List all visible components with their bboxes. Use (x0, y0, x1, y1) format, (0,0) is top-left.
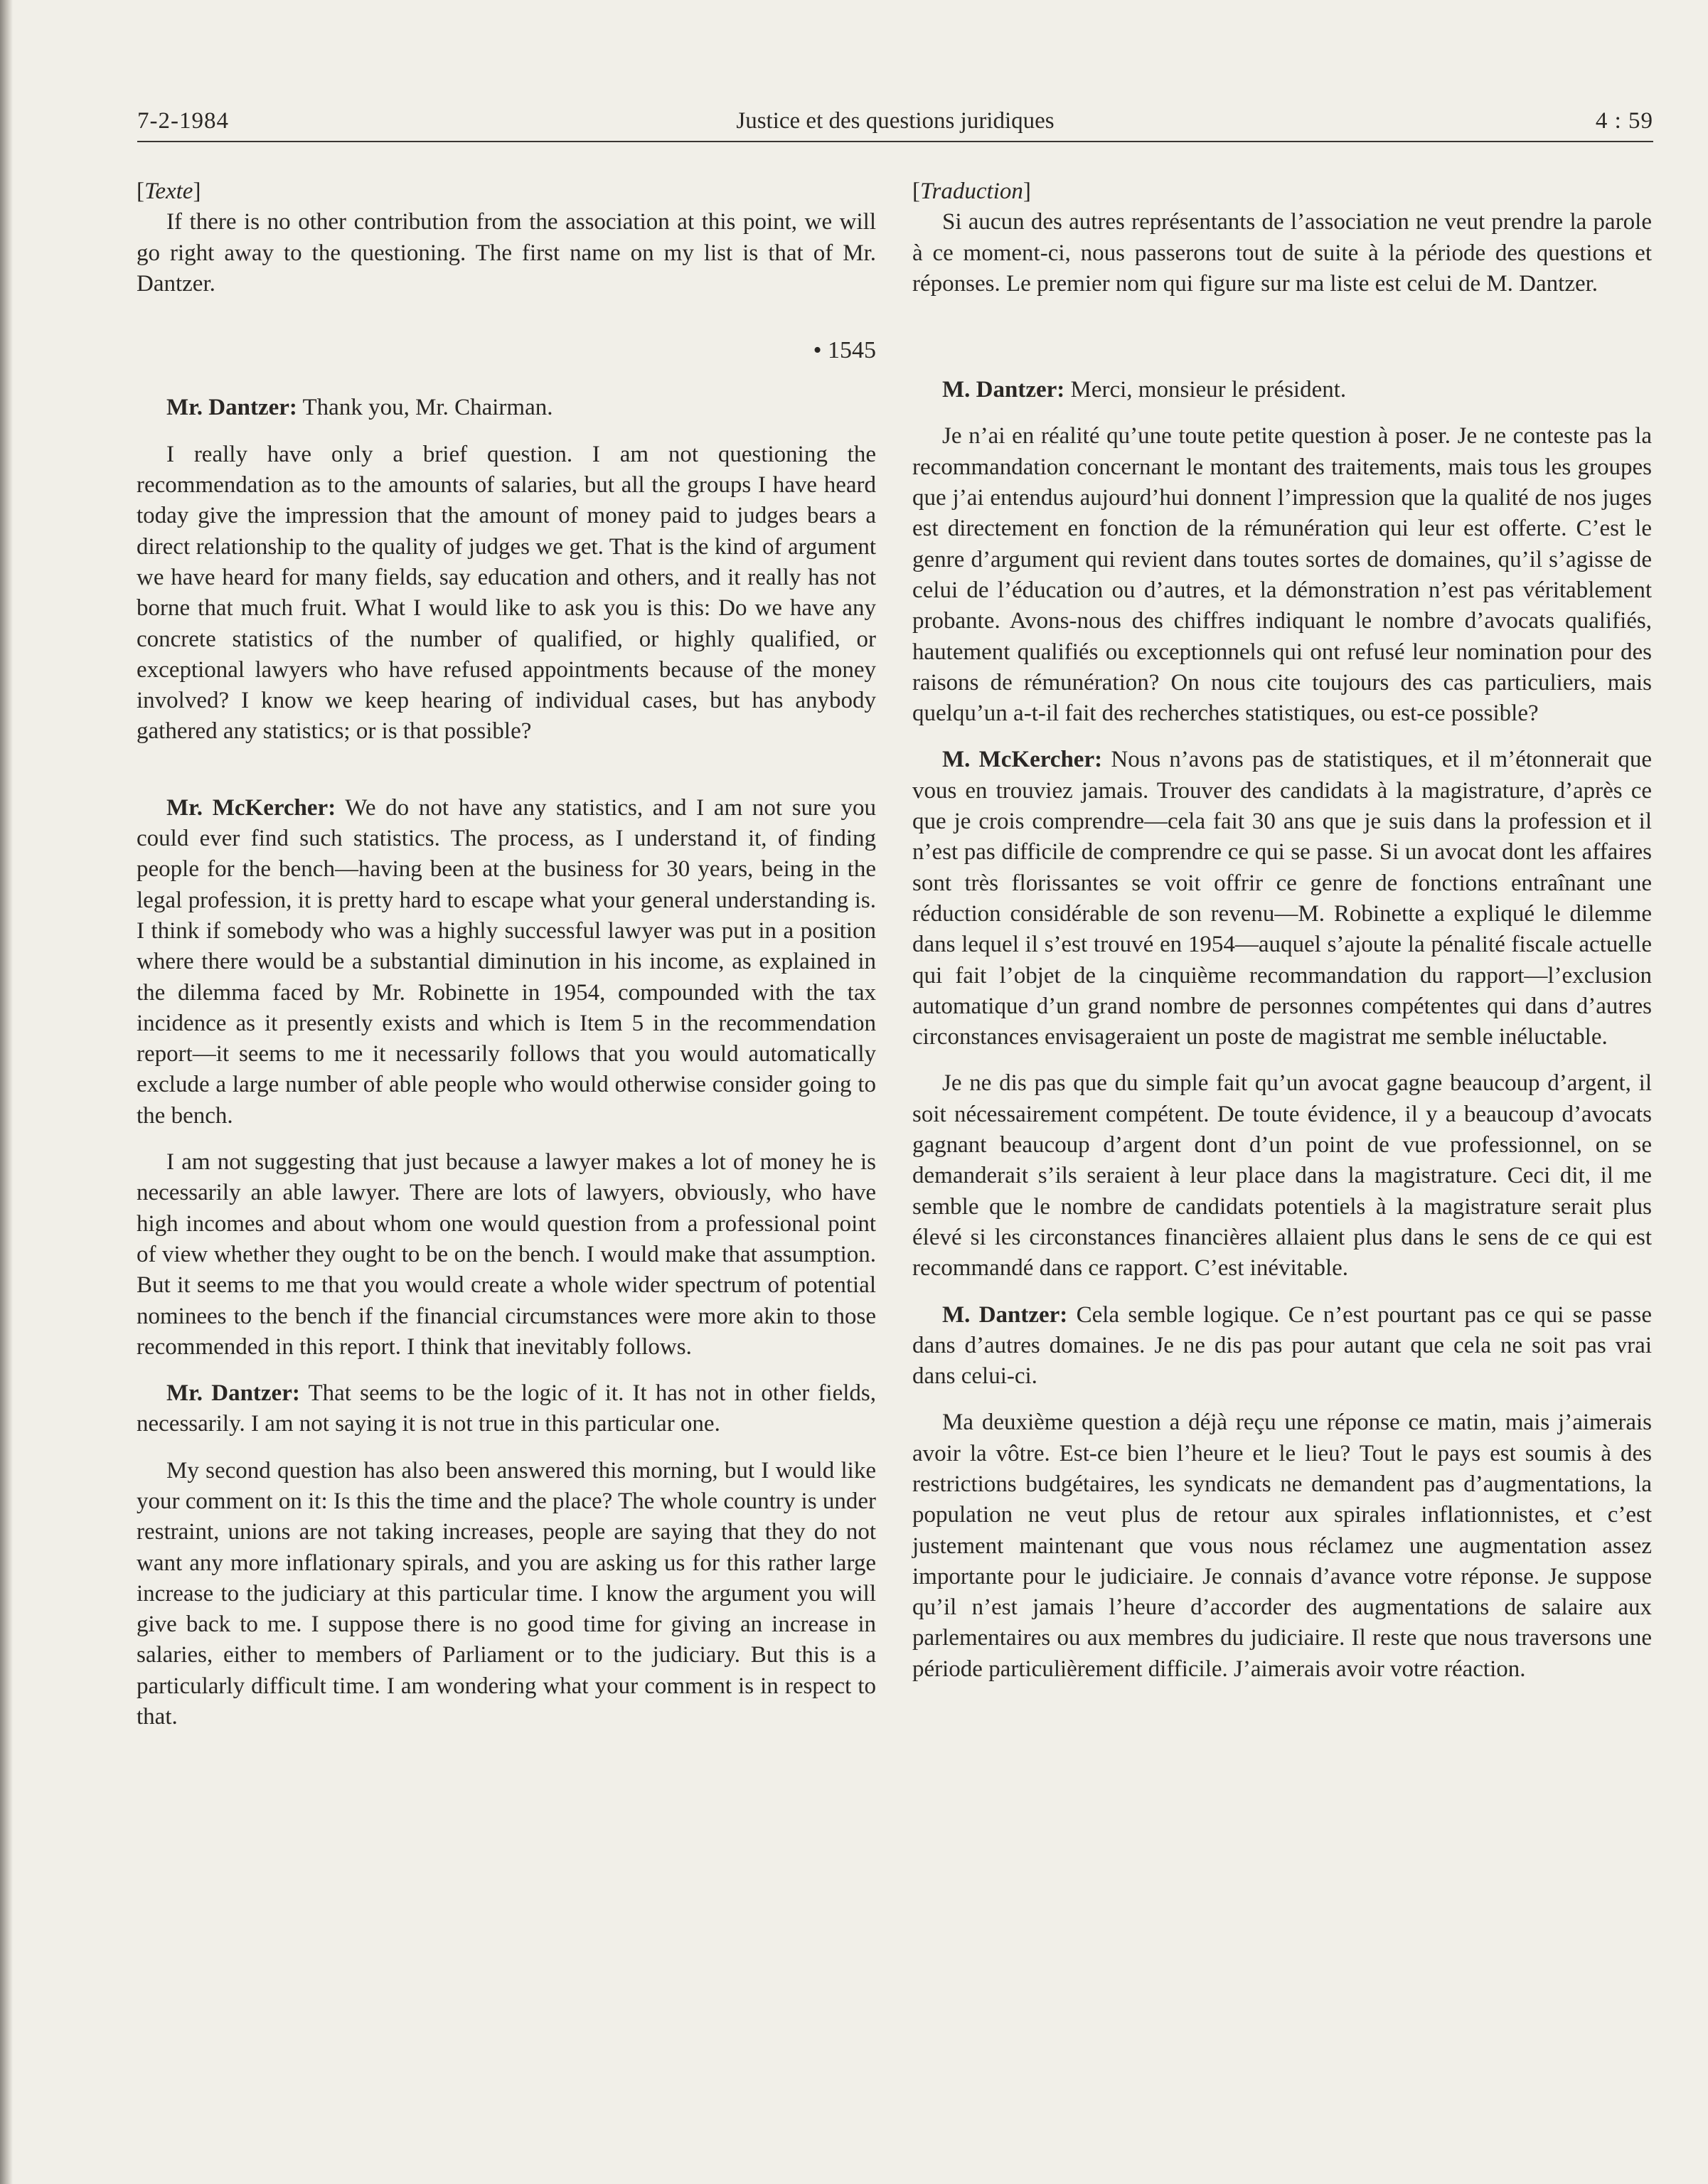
header-date: 7-2-1984 (137, 108, 229, 134)
header-page-number: 4 : 59 (1595, 108, 1653, 134)
speech-text: We do not have any statistics, and I am not sure you could ever find such statistics. The process, as I understand it, of finding people for the bench—having been at the business for 30 years, being in the legal profession, it is pretty hard to escape what your general understanding is. I think if somebody who was a highly successful lawyer was put in a position where there would be a substantial diminution in his income, as explained in the dilemma faced by Mr. Robinette in 1954, compounded with the tax incidence as it presently exists and which is Item 5 in the recommendation report—it seems to me it necessarily follows that you would automatically exclude a large number of able people who would otherwise consider going to the bench. (137, 794, 876, 1129)
header-title: Justice et des questions juridiques (736, 108, 1055, 134)
english-column (137, 176, 876, 1732)
speech-paragraph: Je ne dis pas que du simple fait qu’un avocat gagne beaucoup d’argent, il soit nécessairement compétent. De toute évidence, il y a beaucoup d’avocats gagnant beaucoup d’argent dont d’un point de vue professionnel, on se demanderait s’ils seraient à leur place dans la magistrature. Ceci dit, il me semble que le nombre de candidats potentiels à la magistrature serait plus élevé si les circonstances financières allaient plus dans le sens de ce qui est recommandé dans ce rapport. C’est inévitable. (912, 1070, 1652, 1282)
speech-text: Nous n’avons pas de statistiques, et il m’étonnerait que vous en trouviez jamais. Trouver des candidats à la magistrature, d’après ce que je crois comprendre—cela fait 30 ans que je suis dans la profession et il n’est pas difficile de comprendre ce qui se passe. Si un avocat dont les affaires sont très florissantes se voit offrir ce genre de fonctions entraînant une réduction considérable de son revenu—M. Robinette a expliqué le dilemme dans lequel il s’est trouvé en 1954—auquel s’ajoute la pénalité fiscale actuelle qui fait l’objet de la cinquième recommandation du rapport—l’exclusion automatique d’un grand nombre de personnes compétentes qui dans d’autres circonstances envisageraient un poste de magistrat me semble inéluctable. (912, 747, 1652, 1050)
french-column (912, 176, 1652, 1685)
speech-paragraph: Ma deuxième question a déjà reçu une réponse ce matin, mais j’aimerais avoir la vôtre. Est-ce bien l’heure et le lieu? Tout le pays est soumis à des restrictions budgétaires, les syndicats ne demandent pas d’augmentations, la population ne veut plus de retour aux spirales inflationnistes, et c’est justement maintenant que vous nous réclamez une augmentation assez importante pour le judiciaire. Je connais d’avance votre réponse. Je suppose qu’il n’est jamais l’heure d’accorder des augmentations de salaire aux parlementaires ou aux membres du judiciaire. Il reste que nous traversons une période particulièrement difficile. J’aimerais avoir votre réaction. (912, 1410, 1652, 1682)
speech-paragraph (912, 1300, 1652, 1392)
speech-paragraph (137, 793, 876, 1131)
section-tag-text: Traduction (920, 179, 1023, 204)
speaker-name: M. McKercher: (942, 747, 1103, 773)
speech-paragraph: Je n’ai en réalité qu’une toute petite question à poser. Je ne conteste pas la recommandation concernant le montant des traitements, mais tous les groupes que j’ai entendus aujourd’hui donnent l’impression que la qualité de nos juges est directement en fonction de la rémunération qui leur est offerte. C’est le genre d’argument qui revient dans toutes sortes de domaines, qu’il s’agisse de celui de l’éducation ou d’autres, et la démonstration n’est pas véritablement probante. Avons-nous des chiffres indiquant le nombre d’avocats qualifiés, hautement qualifiés ou exceptionnels qui ont refusé leur nomination pour des raisons de rémunération? On nous cite toujours des cas particuliers, mais quelqu’un a-t-il fait des recherches statistiques, ou est-ce possible? (912, 423, 1652, 727)
section-tag: [Texte] (137, 179, 201, 204)
speech-text: Thank you, Mr. Chairman. (297, 395, 553, 421)
time-marker: • 1545 (813, 337, 876, 364)
speaker-name: Mr. McKercher: (166, 794, 336, 821)
speech-text: That seems to be the logic of it. It has not in other fields, necessarily. I am not saying it is not true in this particular one. (137, 1380, 876, 1437)
intro-paragraph: Si aucun des autres représentants de l’association ne veut prendre la parole à ce moment-ci, nous passerons tout de suite à la période des questions et réponses. Le premier nom qui figure sur ma liste est celui de M. Dantzer. (912, 209, 1652, 297)
section-tag-text: Texte (144, 179, 193, 204)
running-header (137, 105, 1653, 141)
speech-paragraph (912, 375, 1652, 405)
speaker-name: Mr. Dantzer: (166, 1380, 300, 1407)
section-tag: [Traduction] (912, 179, 1031, 204)
speaker-name: M. Dantzer: (942, 1301, 1068, 1328)
speech-paragraph: I am not suggesting that just because a lawyer makes a lot of money he is necessarily an able lawyer. There are lots of lawyers, obviously, who have high incomes and about whom one would question from a professional point of view whether they ought to be on the bench. I would make that assumption. But it seems to me that you would create a whole wider spectrum of potential nominees to the bench if the financial circumstances were more akin to those recommended in this report. I think that inevitably follows. (137, 1149, 876, 1360)
speaker-name: Mr. Dantzer: (166, 395, 297, 421)
speech-paragraph (137, 1378, 876, 1440)
speech-text: Cela semble logique. Ce n’est pourtant pas ce qui se passe dans d’autres domaines. Je ne dis pas pour autant que cela ne soit pas vrai dans celui-ci. (912, 1301, 1652, 1390)
speech-paragraph (912, 745, 1652, 1053)
speech-paragraph: My second question has also been answered this morning, but I would like your comment on it: Is this the time and the place? The whole country is under restraint, unions are not taking increases, people are saying that they do not want any more inflationary spirals, and you are asking us for this rather large increase to the judiciary at this particular time. I know the argument you will give back to me. I suppose there is no good time for giving an increase in salaries, either to members of Parliament or to the judiciary. But this is a particularly difficult time. I am wondering what your comment is in respect to that. (137, 1457, 876, 1730)
speech-text: Merci, monsieur le président. (1064, 377, 1347, 403)
intro-paragraph: If there is no other contribution from the association at this point, we will go right away to the questioning. The first name on my list is that of Mr. Dantzer. (137, 209, 876, 297)
speech-paragraph: I really have only a brief question. I am not questioning the recommendation as to the amounts of salaries, but all the groups I have heard today give the impression that the amount of money paid to judges bears a direct relationship to the quality of judges we get. That is the kind of argument we have heard for many fields, say education and others, and it really has not borne that much fruit. What I would like to ask you is this: Do we have any concrete statistics of the number of qualified, or highly qualified, or exceptional lawyers who have refused appointments because of the money involved? I know we keep hearing of individual cases, but has anybody gathered any statistics; or is that possible? (137, 441, 876, 745)
header-rule (137, 141, 1653, 142)
speech-paragraph (137, 393, 876, 423)
speaker-name: M. Dantzer: (942, 377, 1065, 403)
page-binding-edge (0, 0, 13, 2184)
